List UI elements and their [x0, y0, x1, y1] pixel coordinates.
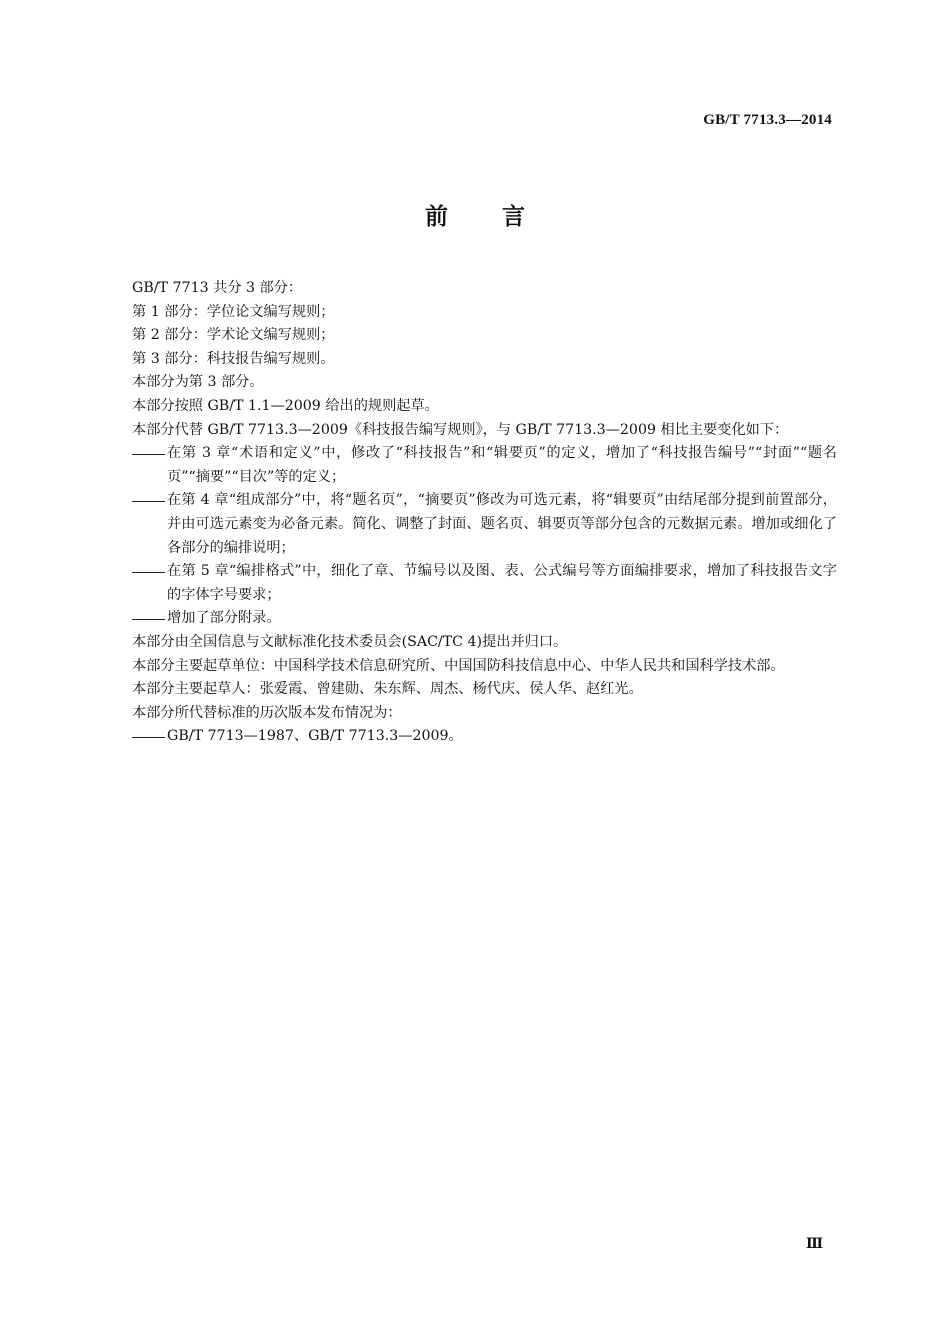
paragraph-drafting-rules: 本部分按照 GB/T 1.1—2009 给出的规则起草。 — [132, 397, 439, 414]
change-item-text: 在第 3 章“术语和定义”中，修改了“科技报告”和“辑要页”的定义，增加了“科技报告编号”“封面”“题名页”“摘要”“目次”等的定义； — [167, 445, 837, 485]
paragraph-part-2: 第 2 部分：学术论文编写规则； — [132, 327, 335, 344]
page-number: Ⅲ — [805, 1237, 823, 1252]
paragraph-part-3: 第 3 部分：科技报告编写规则。 — [132, 350, 335, 367]
change-item-text: 在第 4 章“组成部分”中，将“题名页”，“摘要页”修改为可选元素，将“辑要页”由结尾部分提到前置部分，并由可选元素变为必备元素。简化、调整了封面、题名页、辑要页等部分包含的元数据元素。增加或细化了各部分的编排说明； — [167, 492, 837, 556]
dash-mark — [115, 560, 167, 584]
change-item-text: 增加了部分附录。 — [167, 610, 281, 627]
change-item-1 — [115, 442, 837, 489]
paragraph-this-part: 本部分为第 3 部分。 — [132, 374, 264, 391]
paragraph-drafters: 本部分主要起草人：张爱霞、曾建勋、朱东辉、周杰、杨代庆、侯人华、赵红光。 — [132, 681, 643, 698]
dash-mark — [115, 725, 167, 749]
dash-mark — [115, 489, 167, 513]
paragraph-part-1: 第 1 部分：学位论文编写规则； — [132, 303, 335, 320]
history-item — [115, 725, 837, 749]
page-title: 前言 — [425, 204, 579, 230]
change-item-2 — [115, 489, 837, 560]
paragraph-parts-overview: GB/T 7713 共分 3 部分： — [132, 280, 303, 296]
change-item-3 — [115, 560, 837, 607]
paragraph-history: 本部分所代替标准的历次版本发布情况为： — [132, 704, 402, 721]
change-item-4 — [115, 607, 837, 631]
paragraph-drafting-units: 本部分主要起草单位：中国科学技术信息研究所、中国国防科技信息中心、中华人民共和国科学技术部。 — [132, 657, 785, 674]
history-item-text: GB/T 7713—1987、GB/T 7713.3—2009。 — [167, 728, 463, 745]
paragraph-proposed-by: 本部分由全国信息与文献标准化技术委员会(SAC/TC 4)提出并归口。 — [132, 633, 568, 650]
dash-mark — [115, 442, 167, 466]
change-item-text: 在第 5 章“编排格式”中，细化了章、节编号以及图、表、公式编号等方面编排要求，增加了科技报告文字的字体字号要求； — [167, 563, 837, 603]
foreword-body — [115, 277, 837, 749]
dash-mark — [115, 607, 167, 631]
paragraph-replaces: 本部分代替 GB/T 7713.3—2009《科技报告编写规则》，与 GB/T 7713.3—2009 相比主要变化如下： — [132, 421, 789, 438]
standard-code: GB/T 7713.3—2014 — [703, 112, 832, 128]
